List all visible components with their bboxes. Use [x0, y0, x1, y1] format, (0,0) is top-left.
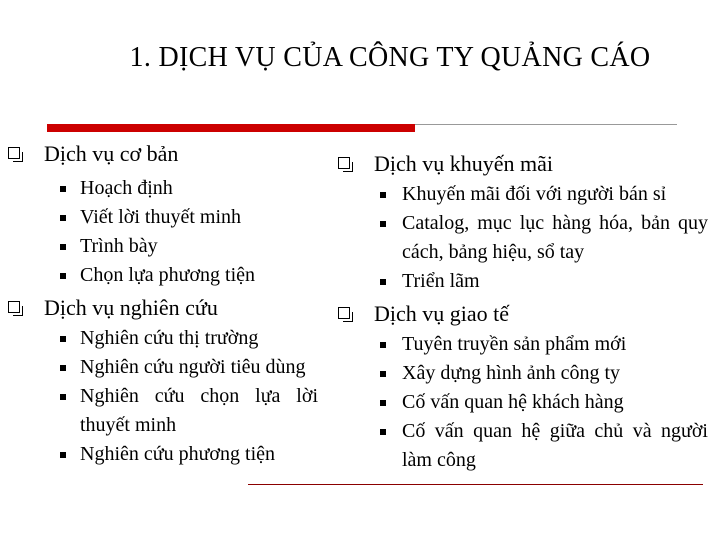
- list-item-label: Khuyến mãi đối với người bán sỉ: [402, 183, 667, 205]
- square-bullet-icon: [60, 452, 66, 458]
- right-column: [338, 148, 708, 475]
- list-item: [338, 267, 708, 296]
- hollow-square-bullet-icon: [338, 157, 350, 169]
- list-item-label: Viết lời thuyết minh: [80, 206, 242, 228]
- square-bullet-icon: [60, 244, 66, 250]
- list-item-label: Nghiên cứu người tiêu dùng: [80, 356, 306, 378]
- list-item-label: Cố vấn quan hệ giữa chủ và người làm công: [402, 420, 708, 471]
- section-heading-public-relations: [338, 298, 708, 330]
- list-item: [8, 382, 318, 440]
- square-bullet-icon: [60, 336, 66, 342]
- list-item-label: Catalog, mục lục hàng hóa, bản quy cách, bảng hiệu, sổ tay: [402, 212, 708, 263]
- list-item: [8, 174, 318, 203]
- list-item: [8, 261, 318, 290]
- square-bullet-icon: [60, 273, 66, 279]
- slide-title: 1. DỊCH VỤ CỦA CÔNG TY QUẢNG CÁO: [129, 42, 651, 73]
- section-heading-label: Dịch vụ nghiên cứu: [44, 295, 218, 320]
- list-item-label: Nghiên cứu phương tiện: [80, 443, 275, 465]
- list-item-label: Nghiên cứu thị trường: [80, 327, 259, 349]
- list-item: [8, 440, 318, 469]
- section-heading-promotion: [338, 148, 708, 180]
- list-item-label: Nghiên cứu chọn lựa lời thuyết minh: [80, 385, 318, 436]
- list-item: [8, 324, 318, 353]
- list-item: [8, 353, 318, 382]
- hollow-square-bullet-icon: [8, 301, 20, 313]
- square-bullet-icon: [380, 429, 386, 435]
- square-bullet-icon: [380, 400, 386, 406]
- square-bullet-icon: [60, 365, 66, 371]
- list-item: [338, 388, 708, 417]
- square-bullet-icon: [60, 186, 66, 192]
- list-item: [338, 209, 708, 267]
- list-item-label: Triển lãm: [402, 270, 480, 292]
- list-item: [338, 180, 708, 209]
- section-heading-label: Dịch vụ cơ bản: [44, 141, 179, 166]
- list-item: [338, 417, 708, 475]
- list-item-label: Tuyên truyền sản phẩm mới: [402, 333, 627, 355]
- hollow-square-bullet-icon: [338, 307, 350, 319]
- section-heading-label: Dịch vụ khuyến mãi: [374, 151, 554, 176]
- list-item: [8, 232, 318, 261]
- list-item: [8, 203, 318, 232]
- bottom-rule: [248, 484, 703, 485]
- square-bullet-icon: [380, 279, 386, 285]
- square-bullet-icon: [380, 221, 386, 227]
- square-bullet-icon: [380, 342, 386, 348]
- square-bullet-icon: [60, 394, 66, 400]
- list-item: [338, 359, 708, 388]
- list-item-label: Chọn lựa phương tiện: [80, 264, 256, 286]
- section-heading-label: Dịch vụ giao tế: [374, 301, 510, 326]
- square-bullet-icon: [380, 371, 386, 377]
- square-bullet-icon: [380, 192, 386, 198]
- hollow-square-bullet-icon: [8, 147, 20, 159]
- list-item-label: Trình bày: [80, 235, 158, 257]
- list-item-label: Cố vấn quan hệ khách hàng: [402, 391, 624, 413]
- list-item-label: Xây dựng hình ảnh công ty: [402, 362, 621, 384]
- square-bullet-icon: [60, 215, 66, 221]
- list-item-label: Hoạch định: [80, 177, 173, 199]
- section-heading-basic: [8, 138, 318, 170]
- left-column: [8, 138, 318, 469]
- title-accent-bar: [47, 124, 415, 132]
- section-heading-research: [8, 292, 318, 324]
- list-item: [338, 330, 708, 359]
